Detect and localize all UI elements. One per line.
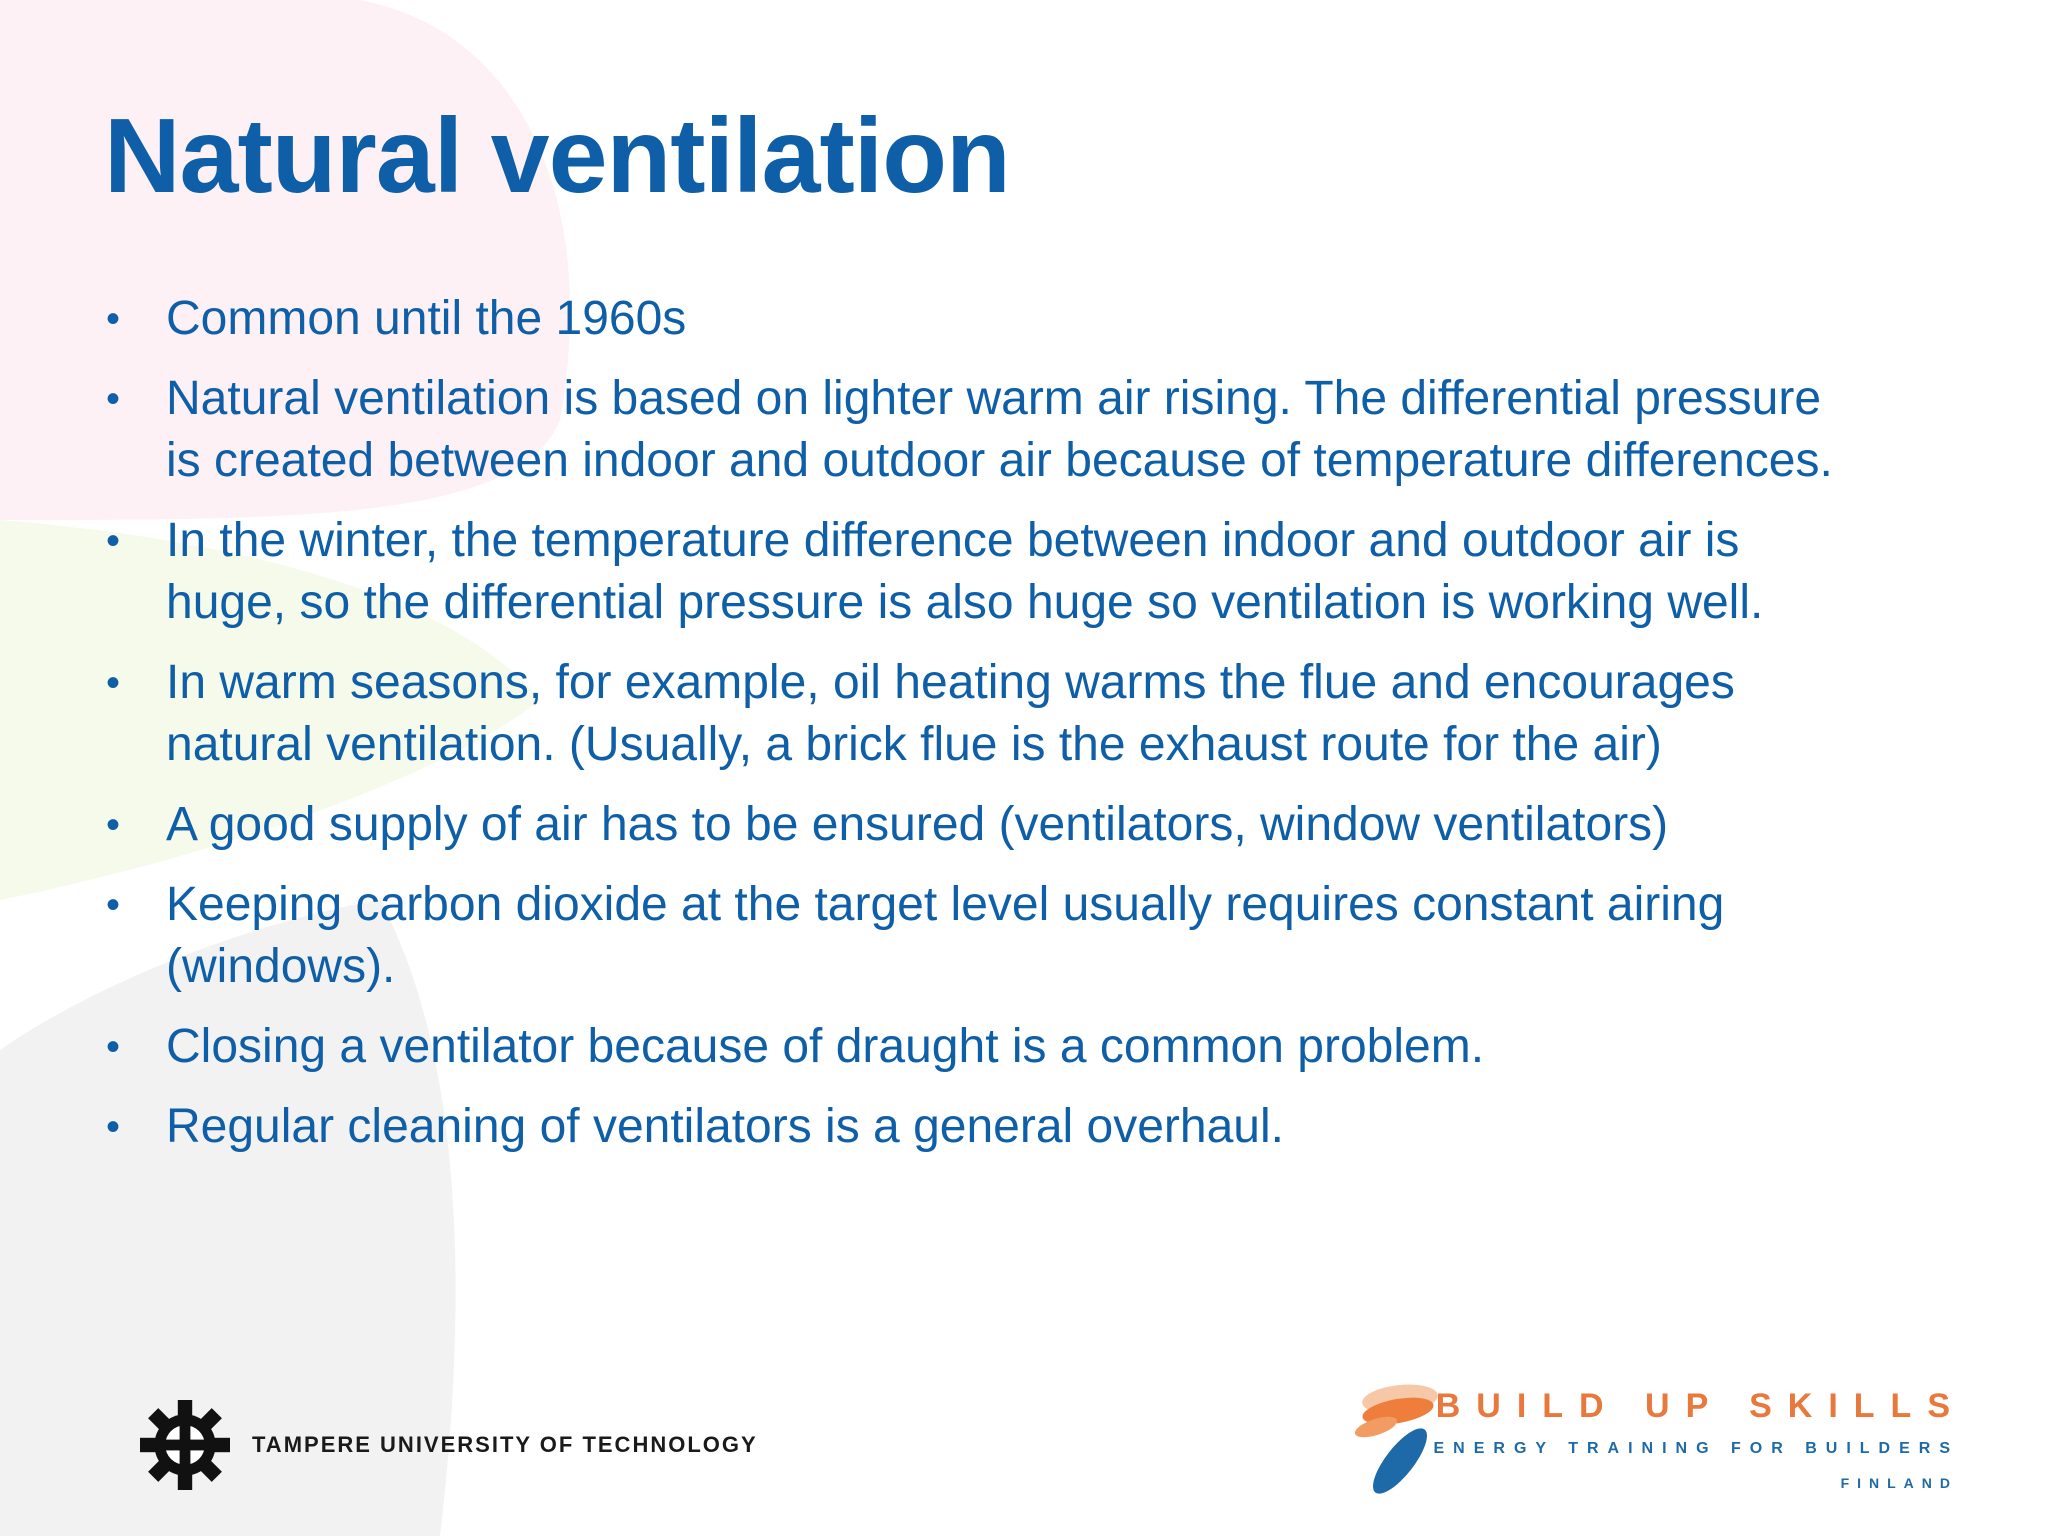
bullet-text: A good supply of air has to be ensured (ventilators, window ventilators) — [166, 798, 1669, 851]
bullet-text: Common until the 1960s — [166, 292, 687, 345]
bullet-text: Closing a ventilator because of draught is a common problem. — [166, 1020, 1485, 1073]
tampere-university-logo — [140, 1400, 758, 1490]
bullet-item — [100, 288, 1980, 350]
bullet-item — [100, 652, 1980, 776]
bullet-marker: • — [106, 883, 121, 927]
bullet-text: In warm seasons, for example, oil heating warms the flue and encourages natural ventilation. (Usually, a brick flue is the exhaust route for the air) — [166, 656, 1735, 771]
bullet-marker: • — [106, 1105, 121, 1149]
bullet-text: Keeping carbon dioxide at the target level usually requires constant airing (windows). — [166, 878, 1725, 993]
bullet-marker: • — [106, 1025, 121, 1069]
bullet-item — [100, 368, 1980, 492]
bullet-text: In the winter, the temperature difference between indoor and outdoor air is huge, so the differential pressure is also huge so ventilation is working well. — [166, 514, 1764, 629]
bullet-marker: • — [106, 297, 121, 341]
bullet-text: Regular cleaning of ventilators is a general overhaul. — [166, 1100, 1284, 1153]
bullet-item — [100, 874, 1980, 998]
partner-country: FINLAND — [1840, 1475, 1958, 1491]
bullet-marker: • — [106, 803, 121, 847]
bullet-text: Natural ventilation is based on lighter warm air rising. The differential pressure is created between indoor and outdoor air because of temperature differences. — [166, 372, 1833, 487]
bullet-marker: • — [106, 661, 121, 705]
gear-icon — [140, 1400, 230, 1490]
bullet-item — [100, 794, 1980, 856]
university-name: TAMPERE UNIVERSITY OF TECHNOLOGY — [252, 1432, 758, 1457]
bullet-marker: • — [106, 377, 121, 421]
bullet-list — [100, 288, 1980, 1176]
bullet-item — [100, 1096, 1980, 1158]
slide-title: Natural ventilation — [104, 97, 1010, 215]
bullet-item — [100, 510, 1980, 634]
partner-name: BUILD UP SKILLS — [1435, 1387, 1966, 1425]
bullet-item — [100, 1016, 1980, 1078]
partner-tagline: ENERGY TRAINING FOR BUILDERS — [1433, 1440, 1959, 1457]
bullet-marker: • — [106, 519, 121, 563]
build-up-skills-logo — [1350, 1375, 1966, 1505]
